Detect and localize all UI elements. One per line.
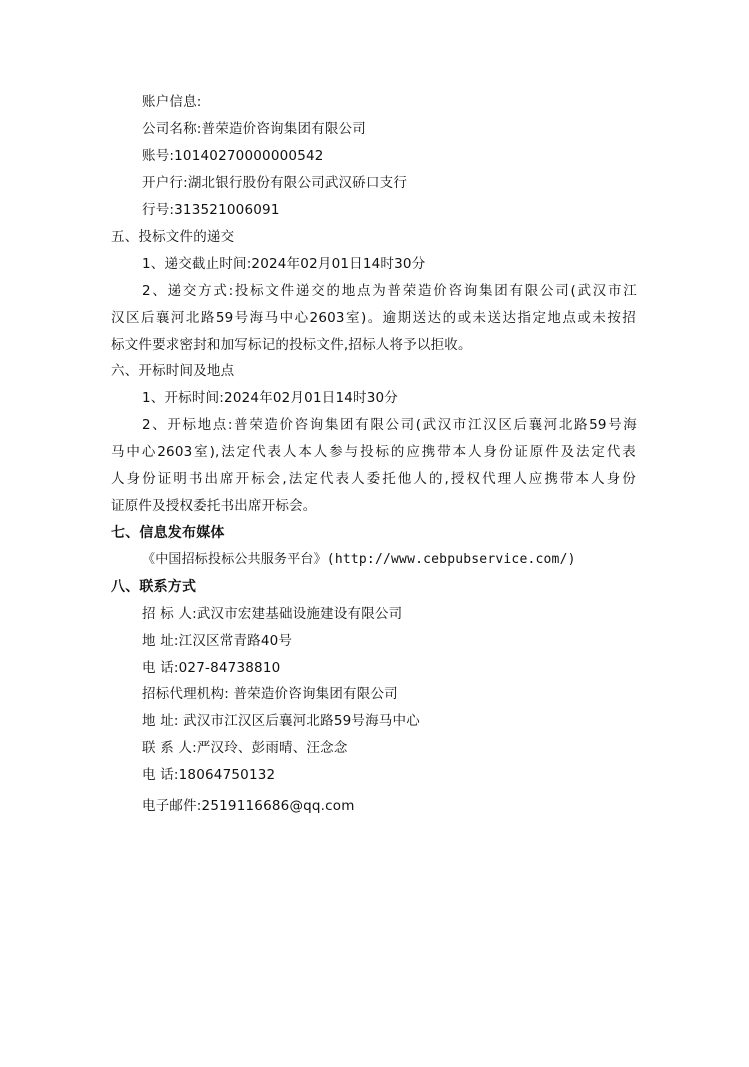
- account-number: 账号:10140270000000542: [142, 148, 324, 164]
- section6-item2-line1: 2、开标地点:普荣造价咨询集团有限公司(武汉市江汉区后襄河北路59号海: [142, 417, 637, 433]
- section7-title: 七、信息发布媒体: [111, 525, 225, 541]
- section5-item2-line1: 2、递交方式:投标文件递交的地点为普荣造价咨询集团有限公司(武汉市江: [142, 283, 637, 299]
- section5-item1: 1、递交截止时间:2024年02月01日14时30分: [142, 256, 426, 272]
- section6-item2-line3: 人身份证明书出席开标会,法定代表人委托他人的,授权代理人应携带本人身份: [111, 471, 636, 487]
- section6-item2-line4: 证原件及授权委托书出席开标会。: [111, 498, 317, 514]
- section5-item2-line3: 标文件要求密封和加写标记的投标文件,招标人将予以拒收。: [111, 337, 472, 353]
- agency-phone: 电 话:18064750132: [142, 767, 276, 783]
- account-bank: 开户行:湖北银行股份有限公司武汉硚口支行: [142, 175, 408, 191]
- section6-item1: 1、开标时间:2024年02月01日14时30分: [142, 390, 399, 406]
- agency-name: 招标代理机构: 普荣造价咨询集团有限公司: [142, 686, 398, 702]
- section8-title: 八、联系方式: [111, 579, 197, 595]
- agency-contacts: 联 系 人:严汉玲、彭雨晴、汪念念: [142, 740, 348, 756]
- section5-item2-line2: 汉区后襄河北路59号海马中心2603室)。逾期送达的或未送达指定地点或未按招: [111, 310, 636, 326]
- account-header: 账户信息:: [142, 94, 202, 110]
- section6-item2-line2: 马中心2603室),法定代表人本人参与投标的应携带本人身份证原件及法定代表: [111, 444, 636, 460]
- tenderer-phone: 电 话:027-84738810: [142, 660, 281, 676]
- agency-address: 地 址: 武汉市江汉区后襄河北路59号海马中心: [142, 713, 420, 729]
- section5-title: 五、投标文件的递交: [111, 229, 235, 245]
- section6-title: 六、开标时间及地点: [111, 363, 235, 379]
- tenderer-name: 招 标 人:武汉市宏建基础设施建设有限公司: [142, 606, 403, 622]
- agency-email: 电子邮件:2519116686@qq.com: [142, 798, 355, 814]
- section7-media: 《中国招标投标公共服务平台》(http://www.cebpubservice.com/): [142, 552, 576, 567]
- tenderer-address: 地 址:江汉区常青路40号: [142, 633, 293, 649]
- account-company: 公司名称:普荣造价咨询集团有限公司: [142, 121, 366, 137]
- account-bank-code: 行号:313521006091: [142, 202, 280, 218]
